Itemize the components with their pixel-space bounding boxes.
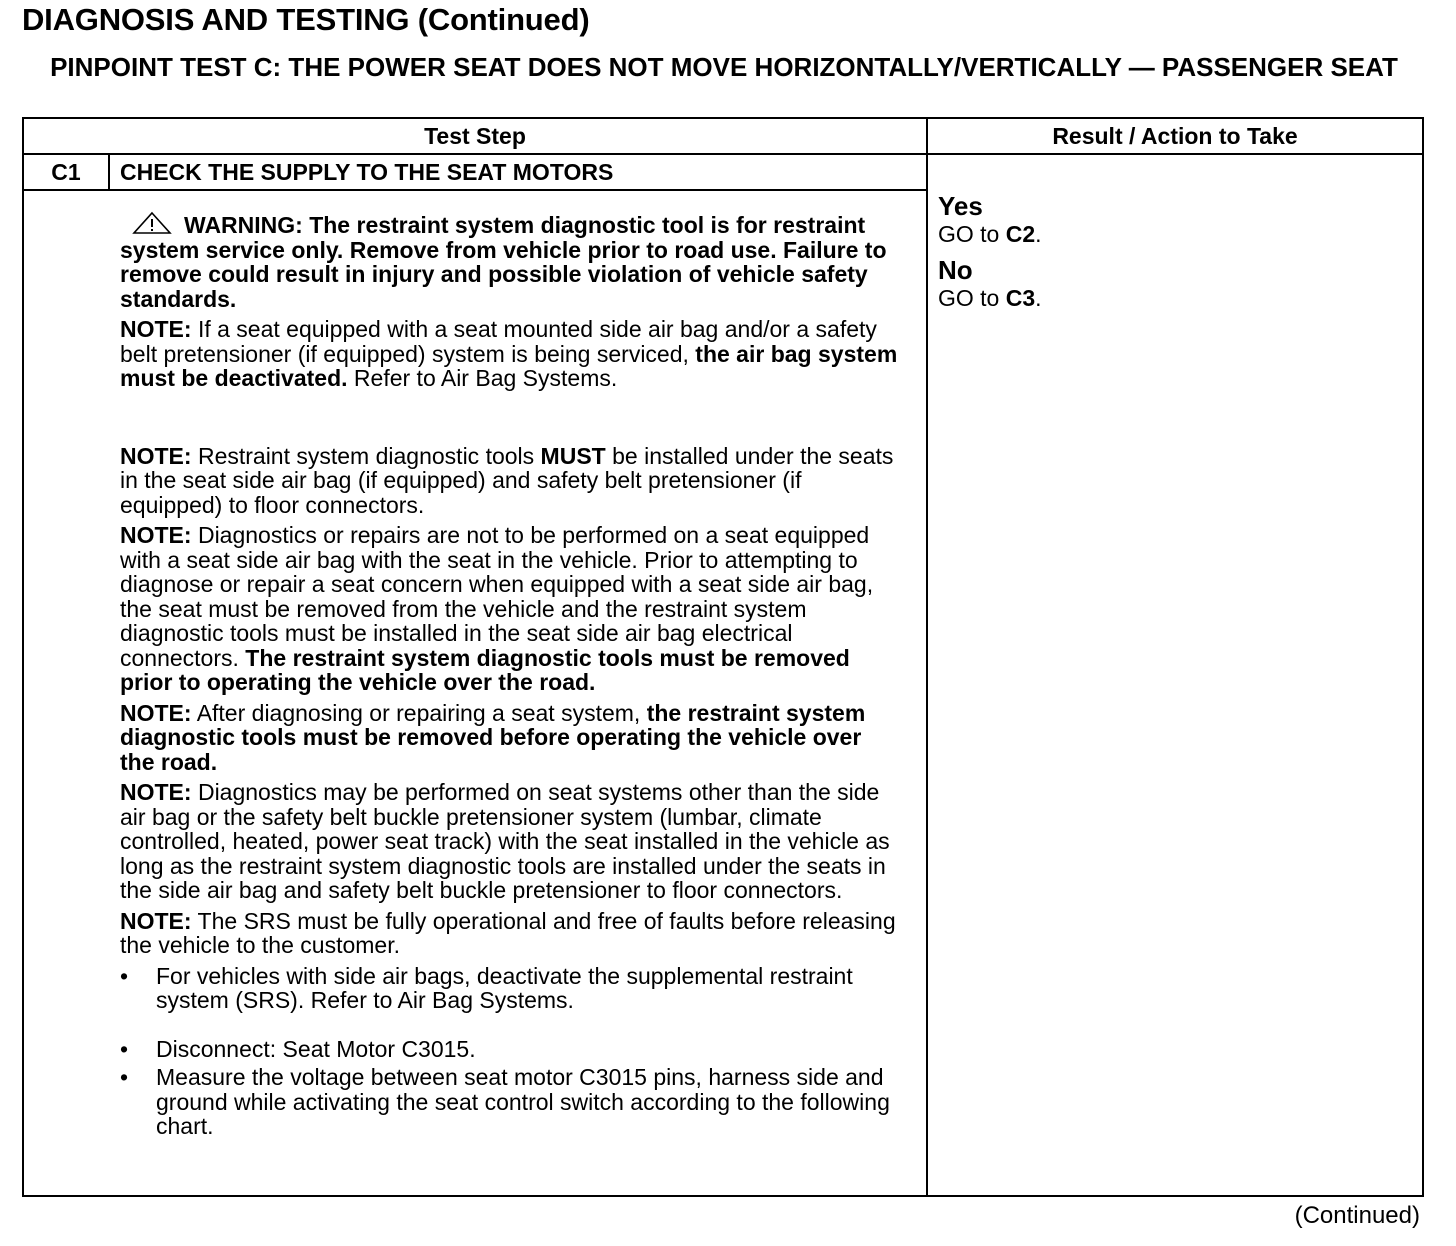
- note-label: NOTE:: [120, 442, 192, 469]
- result-no-label: No: [938, 255, 973, 285]
- continued-label: (Continued): [1294, 1202, 1420, 1229]
- page-title: DIAGNOSIS AND TESTING (Continued): [22, 2, 590, 37]
- step-id-divider: [108, 155, 110, 189]
- column-divider: [926, 119, 928, 1195]
- note-emphasis: the air bag system must be deactivated.: [120, 340, 898, 391]
- note-label: NOTE:: [120, 699, 192, 726]
- test-step-body: [120, 211, 900, 1143]
- note-text: If a seat equipped with a seat mounted side air bag and/or a safety belt pretensioner (if equipped) system is being serviced,: [120, 316, 877, 367]
- note-label: NOTE:: [120, 316, 192, 342]
- note-paragraph: [120, 909, 900, 958]
- goto-step-link[interactable]: C2: [1005, 221, 1036, 247]
- note-label: NOTE:: [120, 779, 192, 805]
- note-label: NOTE:: [120, 522, 192, 548]
- note-emphasis: The restraint system diagnostic tools must be removed prior to operating the vehicle over the road.: [120, 644, 850, 695]
- action-list: [120, 964, 900, 1139]
- note-label: NOTE:: [120, 907, 192, 934]
- note-paragraph: [120, 780, 900, 903]
- action-prefix: GO to: [938, 285, 1000, 311]
- note-paragraph: [120, 317, 900, 391]
- step-row-divider: [24, 189, 926, 191]
- note-text: Refer to Air Bag Systems.: [353, 365, 618, 391]
- warning-text: WARNING: The restraint system diagnostic tool is for restraint system service only. Remove from vehicle prior to road use. Failure to remove could result in injury and possible violation of vehicle safety standards.: [120, 212, 887, 312]
- pinpoint-test-table: [22, 117, 1424, 1197]
- note-text: Restraint system diagnostic tools: [197, 442, 535, 469]
- goto-step-link[interactable]: C3: [1005, 285, 1036, 311]
- note-paragraph: [120, 444, 900, 518]
- note-paragraph: [120, 701, 900, 775]
- note-paragraph: [120, 523, 900, 695]
- result-yes-label: Yes: [938, 191, 983, 221]
- note-emphasis: MUST: [540, 442, 606, 469]
- step-id: C1: [51, 159, 81, 185]
- list-item: • Measure the voltage between seat motor C3015 pins, harness side and ground while activating the seat control switch according to the following chart.: [120, 1065, 900, 1139]
- test-step-header: Test Step: [424, 123, 526, 149]
- list-item: • For vehicles with side air bags, deactivate the supplemental restraint system (SRS). Refer to Air Bag Systems.: [120, 964, 900, 1013]
- result-yes-action: GO to C2.: [938, 221, 1042, 247]
- result-no-action: GO to C3.: [938, 285, 1042, 311]
- warning-block: [120, 211, 900, 311]
- note-text: After diagnosing or repairing a seat system,: [196, 699, 641, 726]
- result-header: Result / Action to Take: [1052, 123, 1298, 149]
- action-prefix: GO to: [938, 221, 1000, 247]
- pinpoint-test-title: PINPOINT TEST C: THE POWER SEAT DOES NOT MOVE HORIZONTALLY/VERTICALLY — PASSENGER SEAT: [50, 52, 1398, 82]
- note-text: The SRS must be fully operational and free of faults before releasing the vehicle to the customer.: [120, 907, 896, 958]
- list-item: • Disconnect: Seat Motor C3015.: [120, 1037, 900, 1062]
- note-emphasis: the restraint system diagnostic tools must be removed before operating the vehicle over the road.: [120, 699, 866, 775]
- note-text: Diagnostics may be performed on seat systems other than the side air bag or the safety belt buckle pretensioner system (lumbar, climate controlled, heated, power seat track) with the seat installed in the vehicle as long as the restraint system diagnostic tools are installed under the seats in the side air bag and safety belt buckle pretensioner to floor connectors.: [120, 779, 890, 903]
- note-text: Diagnostics or repairs are not to be performed on a seat equipped with a seat side air bag with the seat in the vehicle. Prior to attempting to diagnose or repair a seat concern when equipped with a seat side air bag, the seat must be removed from the vehicle and the restraint system diagnostic tools must be installed in the seat side air bag electrical connectors.: [120, 522, 874, 671]
- step-title: CHECK THE SUPPLY TO THE SEAT MOTORS: [120, 159, 614, 185]
- note-text: be installed under the seats in the seat side air bag (if equipped) and safety belt pretensioner (if equipped) to floor connectors.: [120, 442, 894, 518]
- result-column: [938, 191, 1408, 319]
- warning-triangle-icon: [132, 211, 172, 235]
